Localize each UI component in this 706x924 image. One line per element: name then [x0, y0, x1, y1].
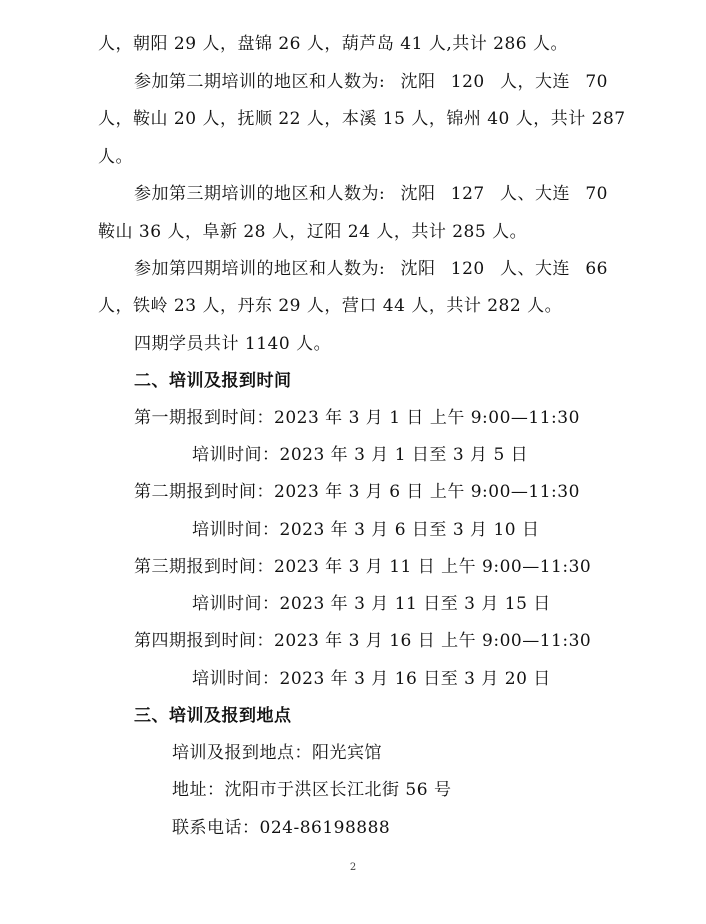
paragraph-2-count-1: 120: [450, 72, 485, 92]
paragraph-4-line-2: 人，铁岭 23 人，丹东 29 人，营口 44 人，共计 282 人。: [98, 296, 563, 316]
paragraph-2-city-1: 沈阳: [400, 72, 436, 92]
period-3-training-time: 培训时间：2023 年 3 月 11 日至 3 月 15 日: [192, 594, 551, 614]
paragraph-4-line-1: [98, 258, 608, 280]
period-2-training-time: 培训时间：2023 年 3 月 6 日至 3 月 10 日: [192, 520, 540, 540]
paragraph-3-line-1: [98, 183, 608, 205]
paragraph-4-city-2: 人、大连: [500, 259, 571, 279]
period-3-report-time: 第三期报到时间：2023 年 3 月 11 日 上午 9:00—11:30: [134, 557, 592, 577]
period-4-training-time: 培训时间：2023 年 3 月 16 日至 3 月 20 日: [192, 669, 551, 689]
period-4-report-time: 第四期报到时间：2023 年 3 月 16 日 上午 9:00—11:30: [134, 631, 592, 651]
section-2-heading: 二、培训及报到时间: [134, 371, 292, 391]
paragraph-3-city-1: 沈阳: [400, 184, 436, 204]
address: 地址：沈阳市于洪区长江北街 56 号: [172, 780, 452, 800]
paragraph-4-city-1: 沈阳: [400, 259, 436, 279]
paragraph-5-line-1: 四期学员共计 1140 人。: [134, 334, 332, 354]
paragraph-2-line-3: 人。: [98, 147, 133, 167]
paragraph-4-count-1: 120: [450, 259, 485, 279]
paragraph-2-count-2: 70: [585, 72, 608, 92]
paragraph-2-city-2: 人，大连: [500, 72, 571, 92]
paragraph-3-line-2: 鞍山 36 人，阜新 28 人，辽阳 24 人，共计 285 人。: [98, 222, 528, 242]
paragraph-3-text: 参加第三期培训的地区和人数为:: [134, 184, 386, 204]
paragraph-2-line-2: 人，鞍山 20 人，抚顺 22 人，本溪 15 人，锦州 40 人，共计 287: [98, 109, 626, 129]
page-number: 2: [349, 862, 357, 873]
period-1-training-time: 培训时间：2023 年 3 月 1 日至 3 月 5 日: [192, 445, 529, 465]
paragraph-3-count-2: 70: [585, 184, 608, 204]
paragraph-3-count-1: 127: [450, 184, 485, 204]
paragraph-2-text: 参加第二期培训的地区和人数为:: [134, 72, 386, 92]
paragraph-4-text: 参加第四期培训的地区和人数为:: [134, 259, 386, 279]
section-3-heading: 三、培训及报到地点: [134, 706, 292, 726]
period-1-report-time: 第一期报到时间：2023 年 3 月 1 日 上午 9:00—11:30: [134, 408, 580, 428]
paragraph-2-line-1: [98, 71, 608, 93]
period-2-report-time: 第二期报到时间：2023 年 3 月 6 日 上午 9:00—11:30: [134, 482, 580, 502]
paragraph-4-count-2: 66: [585, 259, 608, 279]
contact-phone: 联系电话：024-86198888: [172, 818, 391, 838]
paragraph-3-city-2: 人、大连: [500, 184, 571, 204]
paragraph-1-line-1: 人，朝阳 29 人，盘锦 26 人，葫芦岛 41 人,共计 286 人。: [98, 34, 568, 54]
training-place: 培训及报到地点：阳光宾馆: [172, 743, 382, 763]
